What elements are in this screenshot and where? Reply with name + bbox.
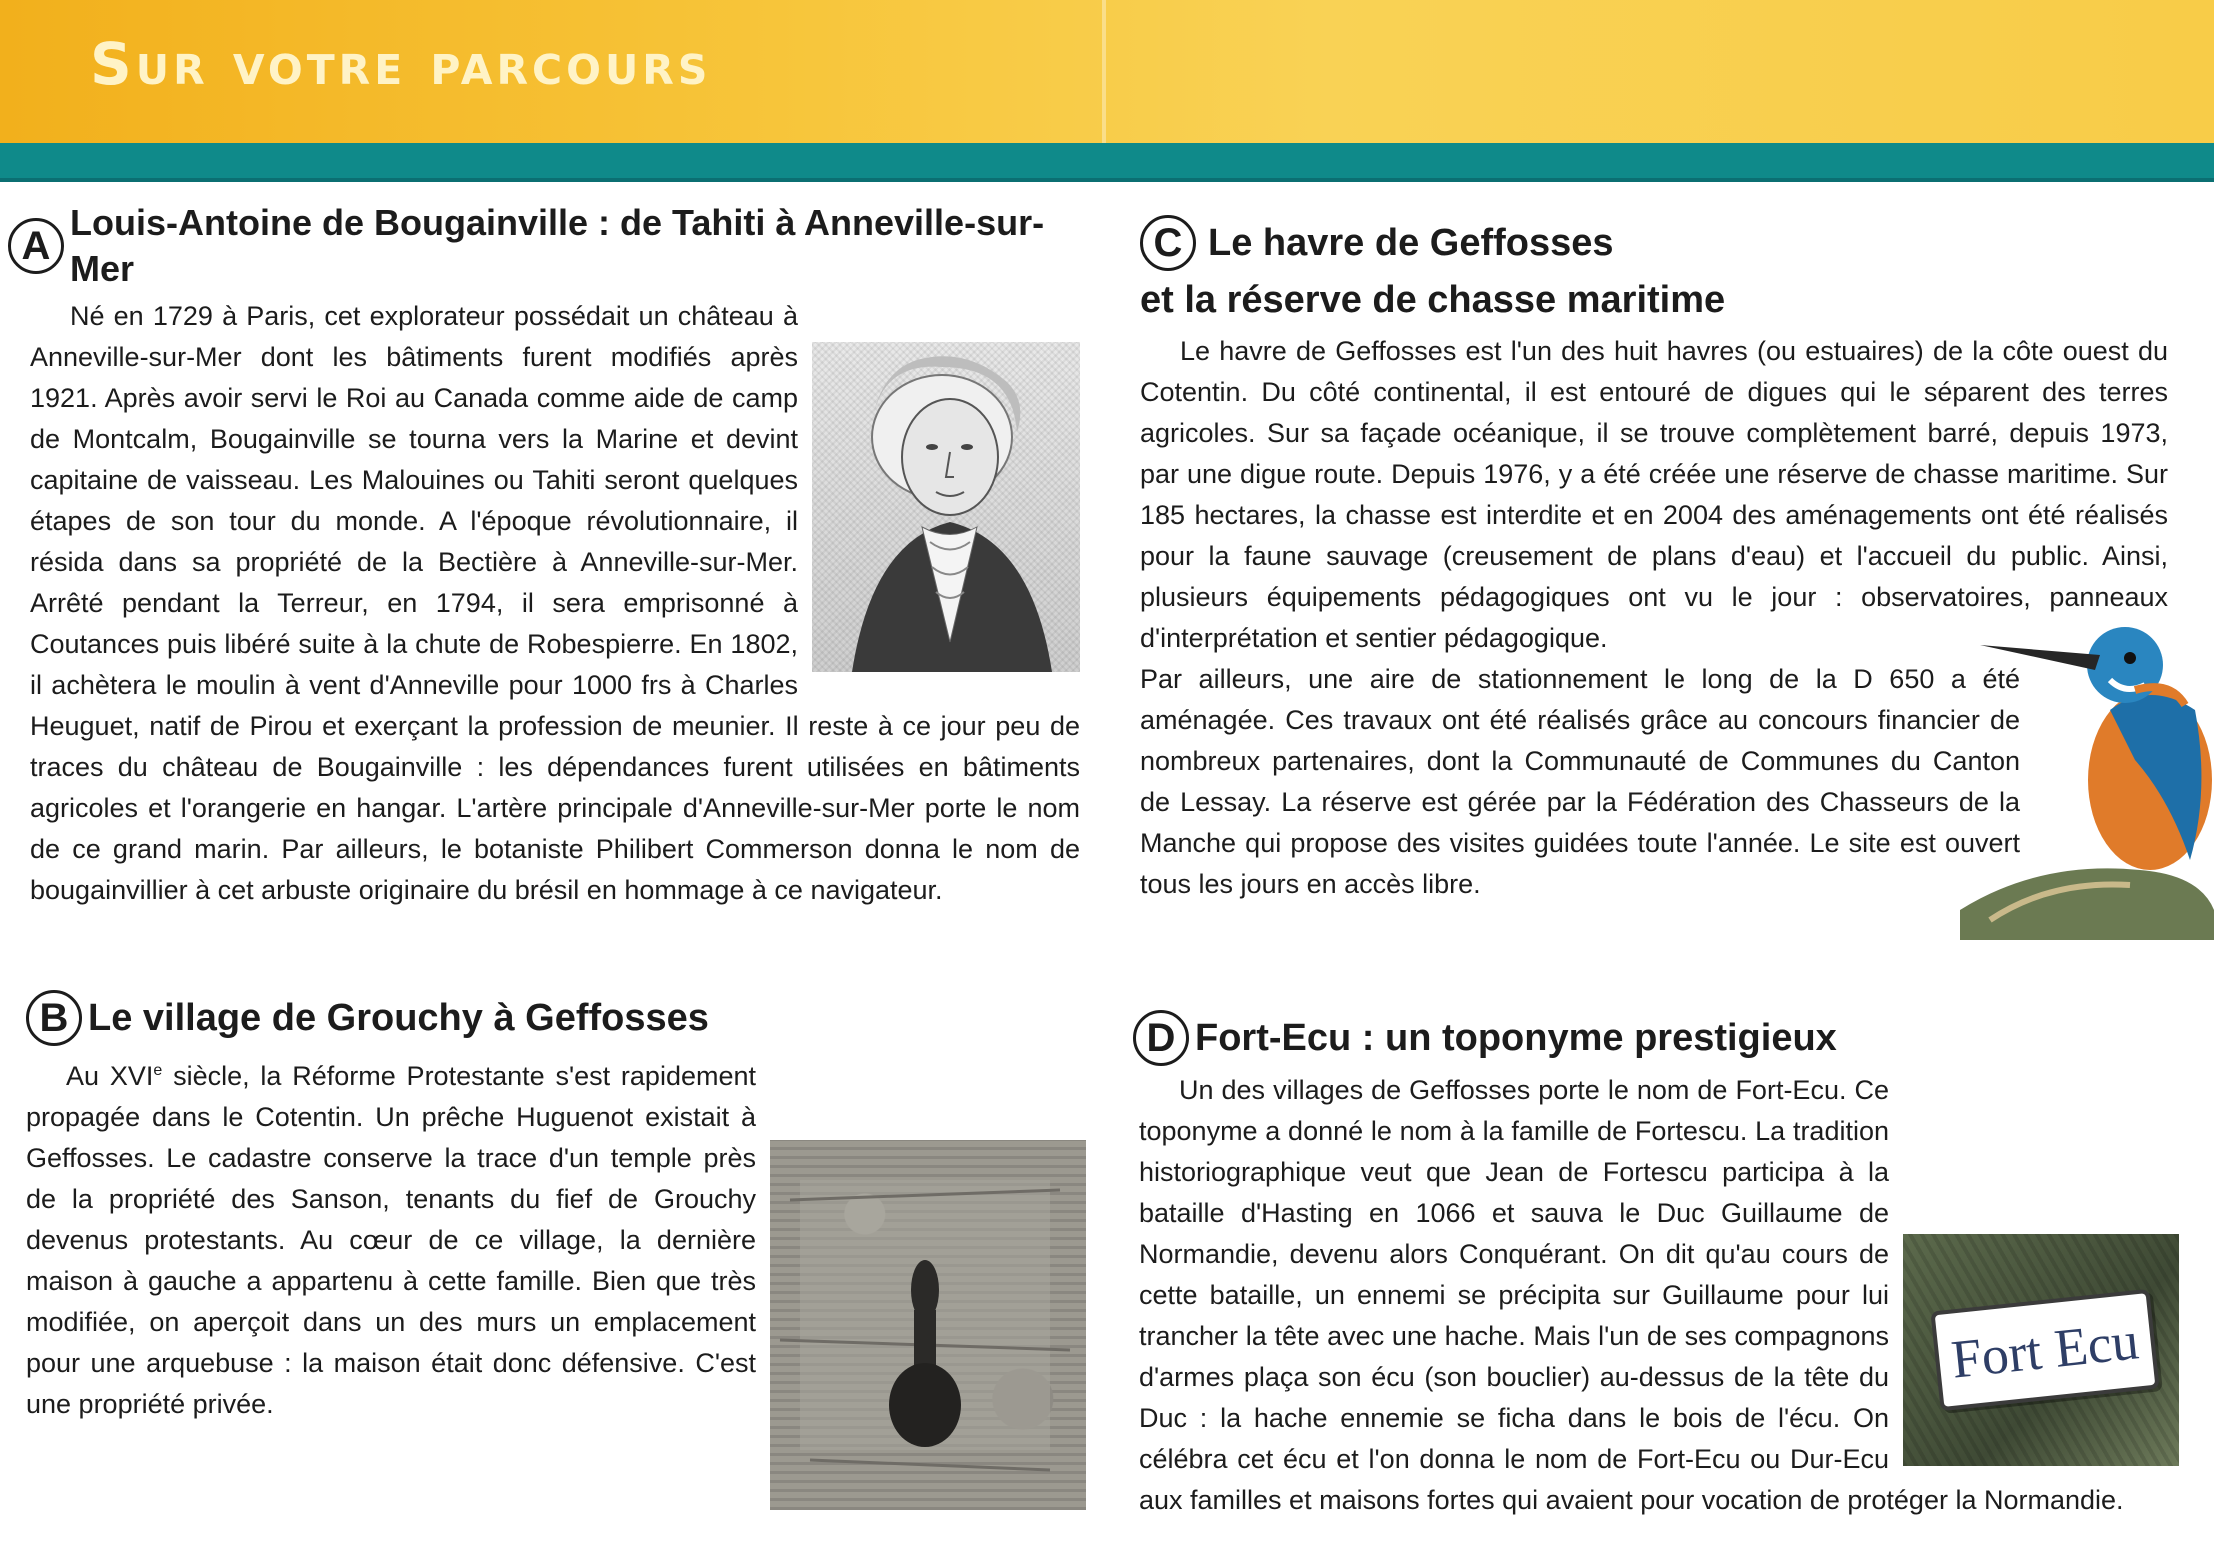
arquebus-wall-photo — [770, 1140, 1086, 1510]
section-c-title-line1: Le havre de Geffosses — [1208, 222, 1614, 264]
bougainville-portrait — [812, 342, 1080, 672]
section-c-text-2 — [1140, 659, 2020, 905]
section-c-paragraph-2: Par ailleurs, une aire de stationnement le long de la D 650 a été aménagée. Ces travaux ont été réalisés grâce au concours financier de nombreux partenaires, dont la Communauté de Communes du Canton de Lessay. La réserve est gérée par la Fédération des Chasseurs de la Manche qui propose des visites guidées toute l'année. Le site est ouvert tous les jours en accès libre. — [1140, 664, 2020, 899]
section-c-badge: C — [1140, 215, 1196, 271]
section-a-title: Louis-Antoine de Bougainville : de Tahiti à Anneville-sur-Mer — [70, 202, 1045, 289]
section-a-badge: A — [8, 218, 64, 274]
section-b — [26, 990, 1086, 1510]
arquebus-loophole — [770, 1140, 1086, 1510]
section-b-century: Au XVI — [66, 1061, 154, 1091]
kingfisher-drawing — [1960, 610, 2214, 940]
section-c-heading — [1140, 215, 2168, 271]
portrait-drawing — [812, 342, 1080, 672]
section-c-title-line2: et la réserve de chasse maritime — [1140, 279, 1726, 321]
section-b-paragraph: siècle, la Réforme Protestante s'est rapidement propagée dans le Cotentin. Un prêche Huguenot existait à Geffosses. Le cadastre conserve la trace d'un temple près de la propriété des Sanson, tenants du fief de Grouchy devenus protestants. Au cœur de ce village, la dernière maison à gauche a appartenu à cette famille. Bien que très modifiée, on aperçoit dans un des murs un emplacement pour une arquebuse : la maison était donc défensive. C'est une propriété privée. — [26, 1061, 757, 1419]
section-a — [8, 200, 1080, 911]
teal-divider — [0, 143, 2214, 182]
kingfisher-image — [1960, 610, 2214, 940]
section-b-heading — [26, 990, 1086, 1046]
section-a-heading — [8, 200, 1080, 292]
section-a-paragraph: Né en 1729 à Paris, cet explorateur possédait un château à Anneville-sur-Mer dont les bâtiments furent modifiés après 1921. Après avoir servi le Roi au Canada comme aide de camp de Montcalm, Bougainville se tourna vers la Marine et devint capitaine de vaisseau. Les Malouines ou Tahiti seront quelques étapes de son tour du monde. A l'époque révolutionnaire, il résida dans sa propriété de la Bectière à Anneville-sur-Mer. Arrêté pendant la Terreur, en 1794, il sera emprisonné à Coutances puis libéré suite à la chute de Robespierre. En 1802, il achètera le moulin à vent d'Anneville pour 1000 frs à Charles Heuguet, natif de Pirou et exerçant la profession de meunier. Il reste à ce jour peu de traces du château de Bougainville : les dépendances furent utilisées en bâtiments agricoles et l'orangerie en hangar. L'artère principale d'Anneville-sur-Mer porte le nom de ce grand marin. Par ailleurs, le botaniste Philibert Commerson donna le nom de bougainvillier à cet arbuste originaire du brésil en hommage à ce navigateur. — [30, 301, 1080, 905]
section-d — [1133, 1010, 2179, 1521]
section-d-heading — [1133, 1010, 2179, 1066]
section-d-badge: D — [1133, 1010, 1189, 1066]
section-b-sup: e — [153, 1062, 163, 1079]
section-b-badge: B — [26, 990, 82, 1046]
page-title: Sur votre parcours — [90, 30, 712, 98]
section-d-title: Fort-Ecu : un toponyme prestigieux — [1195, 1017, 1837, 1059]
section-b-title: Le village de Grouchy à Geffosses — [88, 997, 709, 1039]
section-c-paragraph: Le havre de Geffosses est l'un des huit havres (ou estuaires) de la côte ouest du Cotentin. Du côté continental, il est entouré de digues qui le séparent des terres agricoles. Sur sa façade océanique, il se trouve complètement barré, depuis 1973, par une digue route. Depuis 1976, y a été créée une réserve de chasse maritime. Sur 185 hectares, la chasse est interdite et en 2004 des aménagements ont été réalisés pour la faune sauvage (creusement de plans d'eau) et l'accueil du public. Ainsi, plusieurs équipements pédagogiques ont vu le jour : observatoires, panneaux d'interprétation et sentier pédagogique. — [1140, 336, 2168, 653]
fort-ecu-sign — [1930, 1289, 2159, 1411]
fort-ecu-sign-text: Fort Ecu — [1948, 1310, 2142, 1390]
fort-ecu-photo — [1903, 1234, 2179, 1466]
section-d-paragraph: Un des villages de Geffosses porte le nom de Fort-Ecu. Ce toponyme a donné le nom à la famille de Fortescu. La tradition historiographique veut que Jean de Fortescu participa à la bataille d'Hasting en 1066 et sauva le Duc Guillaume de Normandie, devenu alors Conquérant. On dit qu'au cours de cette bataille, un ennemi se précipita sur Guillaume pour lui trancher la tête avec une hache. Mais l'un de ses compagnons d'armes plaça son écu (son bouclier) au-dessus de la tête du Duc : la hache ennemie se ficha dans le bois de l'écu. On célébra cet écu et l'on donna le nom de Fort-Ecu ou Dur-Ecu aux familles et maisons fortes qui avaient pour vocation de protéger la Normandie. — [1139, 1075, 2124, 1515]
